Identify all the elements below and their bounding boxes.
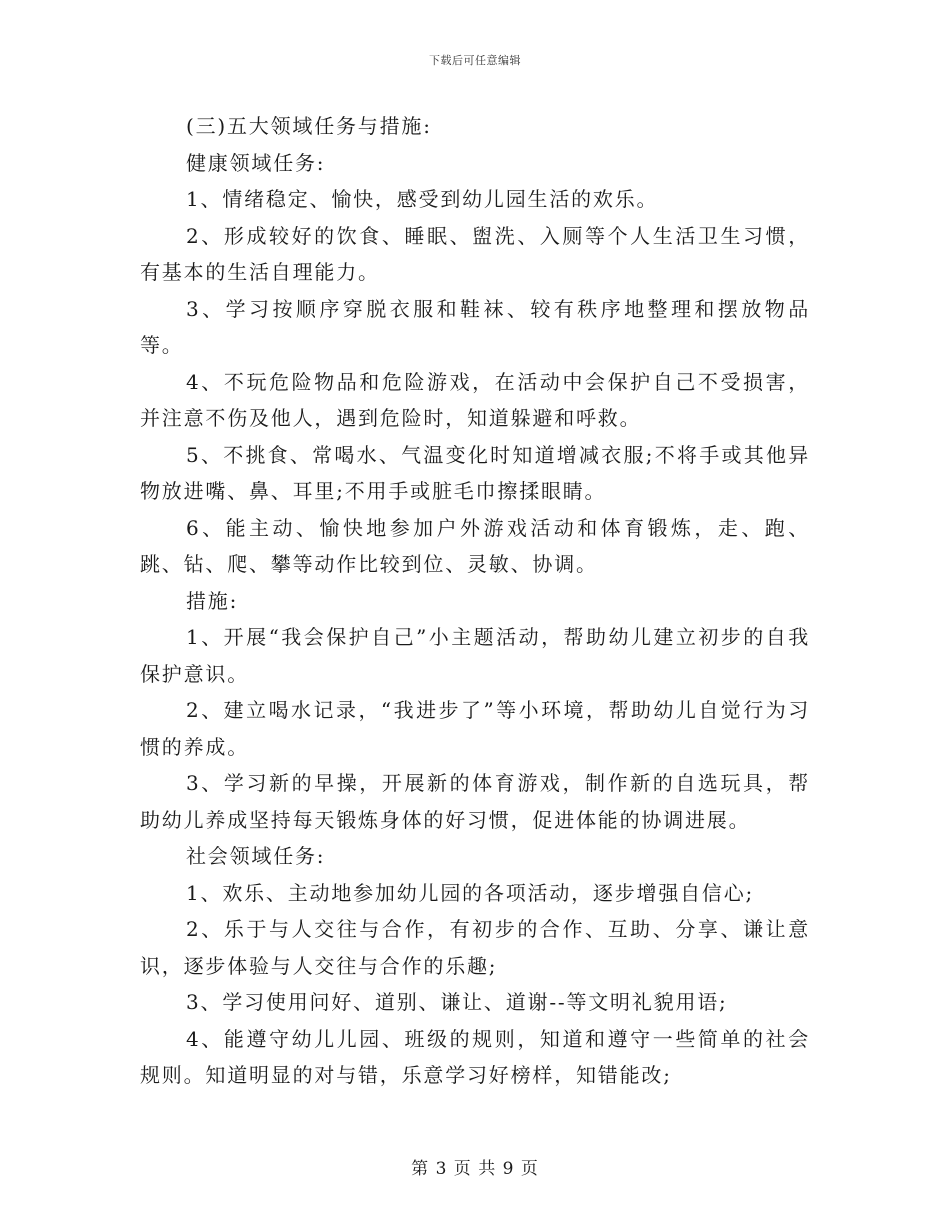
- measure-2: 2、建立喝水记录，“我进步了”等小环境，帮助幼儿自觉行为习惯的养成。: [140, 698, 810, 759]
- subheading-health-tasks: 健康领域任务:: [186, 150, 326, 175]
- header-note: 下载后可任意编辑: [429, 54, 521, 67]
- health-task-6: 6、能主动、愉快地参加户外游戏活动和体育锻炼，走、跑、跳、钻、爬、攀等动作比较到位、灵敏、协调。: [140, 515, 810, 576]
- measure-1: 1、开展“我会保护自己”小主题活动，帮助幼儿建立初步的自我保护意识。: [140, 625, 810, 686]
- social-task-2: 2、乐于与人交往与合作，有初步的合作、互助、分享、谦让意识，逐步体验与人交往与合作的乐趣;: [140, 917, 810, 978]
- health-task-5: 5、不挑食、常喝水、气温变化时知道增减衣服;不将手或其他异物放进嘴、鼻、耳里;不用手或脏毛巾擦揉眼睛。: [140, 442, 810, 503]
- subheading-measures: 措施:: [186, 588, 239, 613]
- health-task-2: 2、形成较好的饮食、睡眠、盥洗、入厕等个人生活卫生习惯，有基本的生活自理能力。: [140, 223, 810, 284]
- social-task-3: 3、学习使用问好、道别、谦让、道谢--等文明礼貌用语;: [186, 990, 728, 1014]
- section-heading-five-domains: (三)五大领域任务与措施:: [186, 114, 432, 138]
- social-task-1: 1、欢乐、主动地参加幼儿园的各项活动，逐步增强自信心;: [186, 880, 755, 905]
- subheading-social-tasks: 社会领域任务:: [186, 844, 326, 868]
- health-task-1: 1、情绪稳定、愉快，感受到幼儿园生活的欢乐。: [186, 187, 659, 211]
- social-task-4: 4、能遵守幼儿儿园、班级的规则，知道和遵守一些简单的社会规则。知道明显的对与错，乐意学习好榜样，知错能改;: [140, 1026, 810, 1087]
- health-task-3: 3、学习按顺序穿脱衣服和鞋袜、较有秩序地整理和摆放物品等。: [140, 296, 810, 357]
- page-number: 第 3 页 共 9 页: [411, 1159, 539, 1179]
- document-body: [140, 108, 810, 1094]
- health-task-4: 4、不玩危险物品和危险游戏，在活动中会保护自己不受损害，并注意不伤及他人，遇到危险时，知道躲避和呼救。: [140, 369, 810, 430]
- measure-3: 3、学习新的早操，开展新的体育游戏，制作新的自选玩具，帮助幼儿养成坚持每天锻炼身体的好习惯，促进体能的协调进展。: [140, 771, 810, 832]
